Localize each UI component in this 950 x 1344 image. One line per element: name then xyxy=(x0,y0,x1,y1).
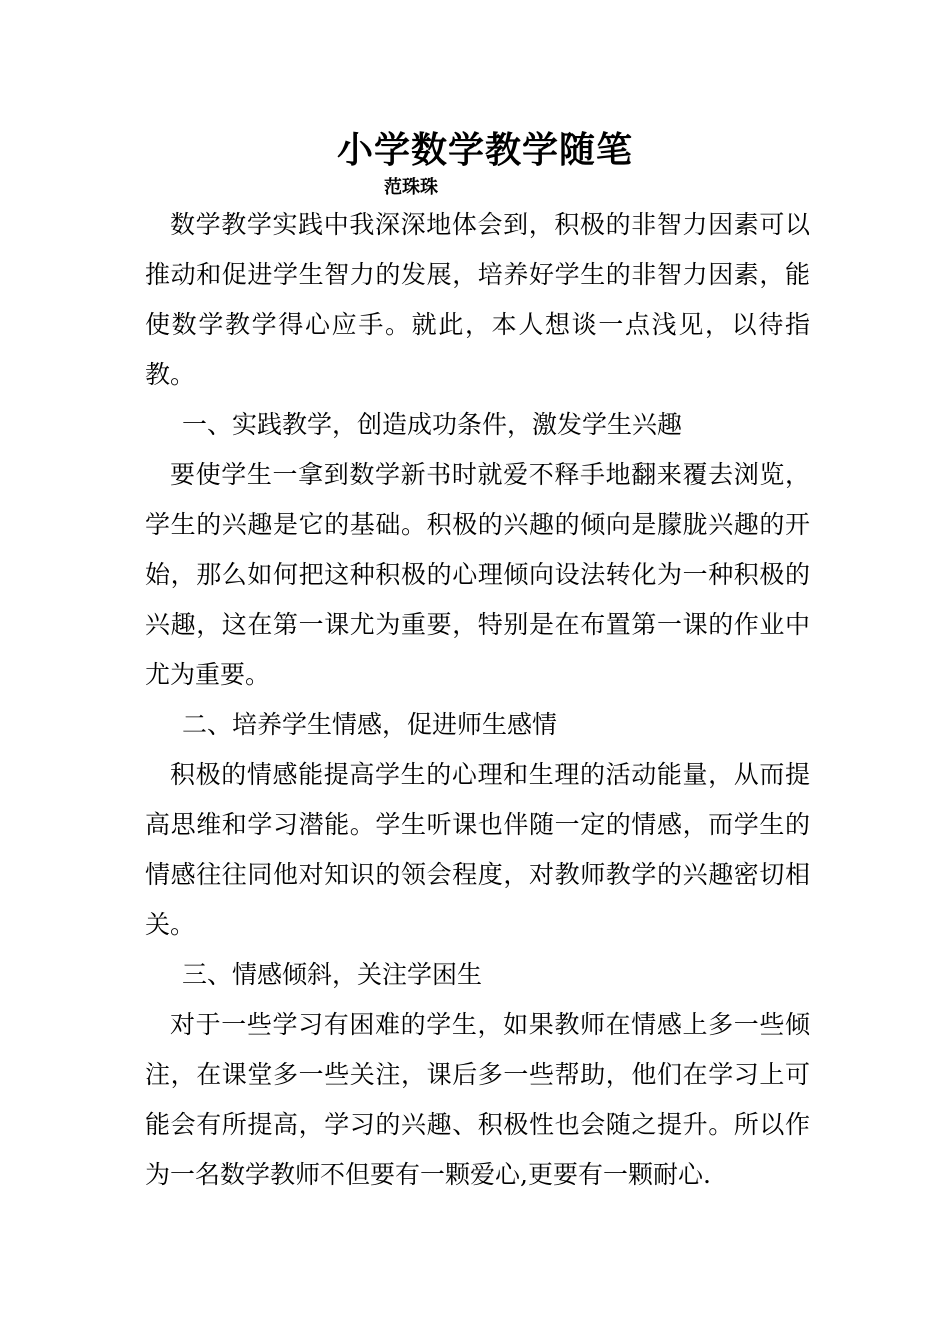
section-heading-2: 二、培养学生情感，促进师生感情 xyxy=(182,710,558,739)
paragraph-section-3: 对于一些学习有困难的学生，如果教师在情感上多一些倾注，在课堂多一些关注，课后多一些帮助，他们在学习上可能会有所提高，学习的兴趣、积极性也会随之提升。所以作为一名数学教师不但要有一颗爱心,更要有一颗耐心. xyxy=(145,1010,810,1189)
document-body xyxy=(145,200,810,1200)
document-title: 小学数学教学随笔 xyxy=(336,129,633,171)
paragraph-section-2: 积极的情感能提高学生的心理和生理的活动能量，从而提高思维和学习潜能。学生听课也伴随一定的情感，而学生的情感往往同他对知识的领会程度，对教师教学的兴趣密切相关。 xyxy=(145,760,810,939)
document-author: 范珠珠 xyxy=(384,177,438,198)
paragraph-intro: 数学教学实践中我深深地体会到，积极的非智力因素可以推动和促进学生智力的发展，培养好学生的非智力因素，能使数学教学得心应手。就此，本人想谈一点浅见，以待指教。 xyxy=(145,210,810,389)
section-heading-1: 一、实践教学，创造成功条件，激发学生兴趣 xyxy=(182,410,683,439)
paragraph-section-1: 要使学生一拿到数学新书时就爱不释手地翻来覆去浏览，学生的兴趣是它的基础。积极的兴趣的倾向是朦胧兴趣的开始，那么如何把这种积极的心理倾向设法转化为一种积极的兴趣，这在第一课尤为重要，特别是在布置第一课的作业中尤为重要。 xyxy=(145,460,810,689)
section-heading-3: 三、情感倾斜，关注学困生 xyxy=(182,960,483,989)
